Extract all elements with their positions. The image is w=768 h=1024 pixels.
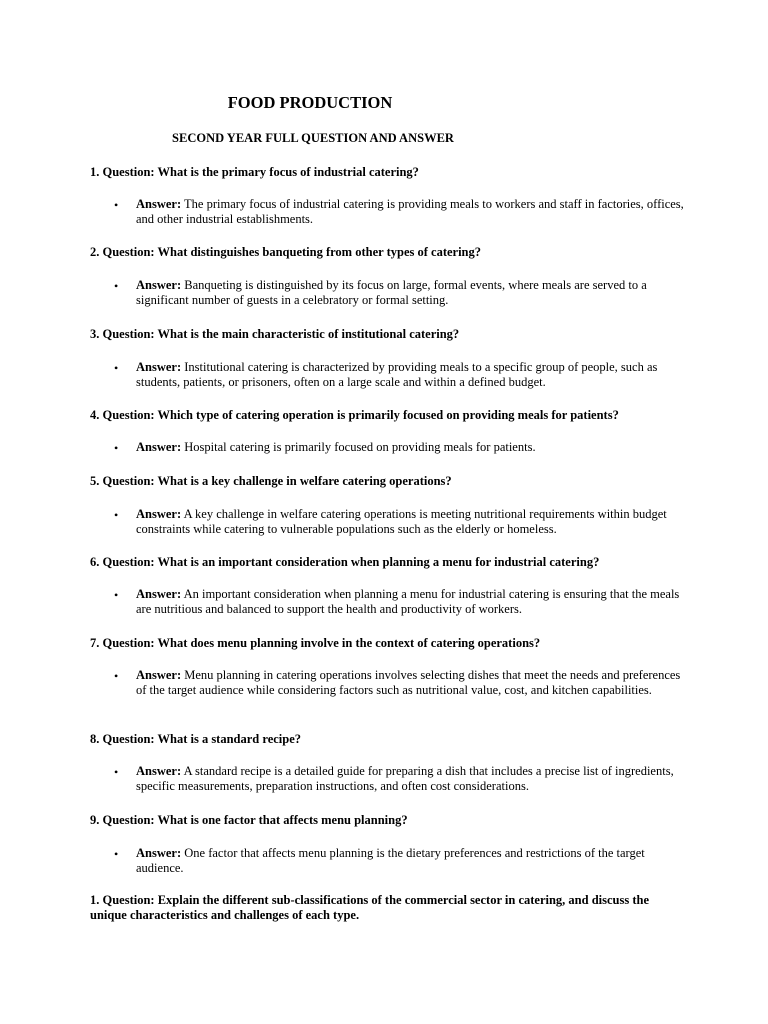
answer-label: Answer: xyxy=(136,360,182,374)
bullet-icon: • xyxy=(114,508,119,522)
answer-text: An important consideration when planning a menu for industrial catering is ensuring that the meals are nutritious and balanced to support the health and productivity of workers. xyxy=(136,587,680,617)
answer-label: Answer: xyxy=(136,668,182,682)
answer-text: A key challenge in welfare catering operations is meeting nutritional requirements within budget constraints while catering to vulnerable populations such as the elderly or homeless. xyxy=(136,507,667,537)
question-9: 9. Question: What is one factor that affects menu planning? xyxy=(90,813,408,827)
bullet-icon: • xyxy=(114,361,119,375)
answer-text: Institutional catering is characterized by providing meals to a specific group of people, such as students, patients, or prisoners, often on a large scale and within a defined budget. xyxy=(136,360,658,390)
answer-label: Answer: xyxy=(136,846,182,860)
answer-text: One factor that affects menu planning is the dietary preferences and restrictions of the target audience. xyxy=(136,846,645,876)
bullet-icon: • xyxy=(114,765,119,779)
bullet-icon: • xyxy=(114,198,119,212)
bullet-icon: • xyxy=(114,441,119,455)
answer-7 xyxy=(136,668,684,698)
answer-text: A standard recipe is a detailed guide for preparing a dish that includes a precise list of ingredients, specific measurements, preparation instructions, and often cost considerations. xyxy=(136,764,674,794)
answer-6 xyxy=(136,587,684,617)
answer-label: Answer: xyxy=(136,440,182,454)
question-7: 7. Question: What does menu planning involve in the context of catering operations? xyxy=(90,636,541,650)
answer-2 xyxy=(136,278,684,308)
answer-label: Answer: xyxy=(136,587,182,601)
answer-label: Answer: xyxy=(136,278,182,292)
document-subtitle: SECOND YEAR FULL QUESTION AND ANSWER xyxy=(172,131,454,145)
answer-text: Hospital catering is primarily focused on providing meals for patients. xyxy=(184,440,536,454)
bullet-icon: • xyxy=(114,669,119,683)
answer-4 xyxy=(136,440,684,455)
answer-1 xyxy=(136,197,684,227)
question-1: 1. Question: What is the primary focus of industrial catering? xyxy=(90,165,419,179)
bullet-icon: • xyxy=(114,588,119,602)
answer-text: The primary focus of industrial catering is providing meals to workers and staff in factories, offices, and other industrial establishments. xyxy=(136,197,684,227)
question-2: 2. Question: What distinguishes banqueting from other types of catering? xyxy=(90,245,482,259)
document-title: FOOD PRODUCTION xyxy=(227,93,393,112)
bullet-icon: • xyxy=(114,847,119,861)
question-8: 8. Question: What is a standard recipe? xyxy=(90,732,302,746)
answer-text: Menu planning in catering operations involves selecting dishes that meet the needs and preferences of the target audience while considering factors such as nutritional value, cost, and kitchen capabilities. xyxy=(136,668,681,698)
bullet-icon: • xyxy=(114,279,119,293)
question-6: 6. Question: What is an important consideration when planning a menu for industrial catering? xyxy=(90,555,600,569)
answer-label: Answer: xyxy=(136,507,182,521)
answer-8 xyxy=(136,764,684,794)
answer-label: Answer: xyxy=(136,197,182,211)
answer-3 xyxy=(136,360,684,390)
answer-5 xyxy=(136,507,684,537)
answer-label: Answer: xyxy=(136,764,182,778)
answer-9 xyxy=(136,846,684,876)
answer-text: Banqueting is distinguished by its focus on large, formal events, where meals are served to a significant number of guests in a celebratory or formal setting. xyxy=(136,278,647,308)
long-question-1: 1. Question: Explain the different sub-classifications of the commercial sector in catering, and discuss the unique characteristics and challenges of each type. xyxy=(90,893,650,922)
question-4: 4. Question: Which type of catering operation is primarily focused on providing meals for patients? xyxy=(90,408,619,422)
question-5: 5. Question: What is a key challenge in welfare catering operations? xyxy=(90,474,452,488)
question-3: 3. Question: What is the main characteristic of institutional catering? xyxy=(90,327,460,341)
